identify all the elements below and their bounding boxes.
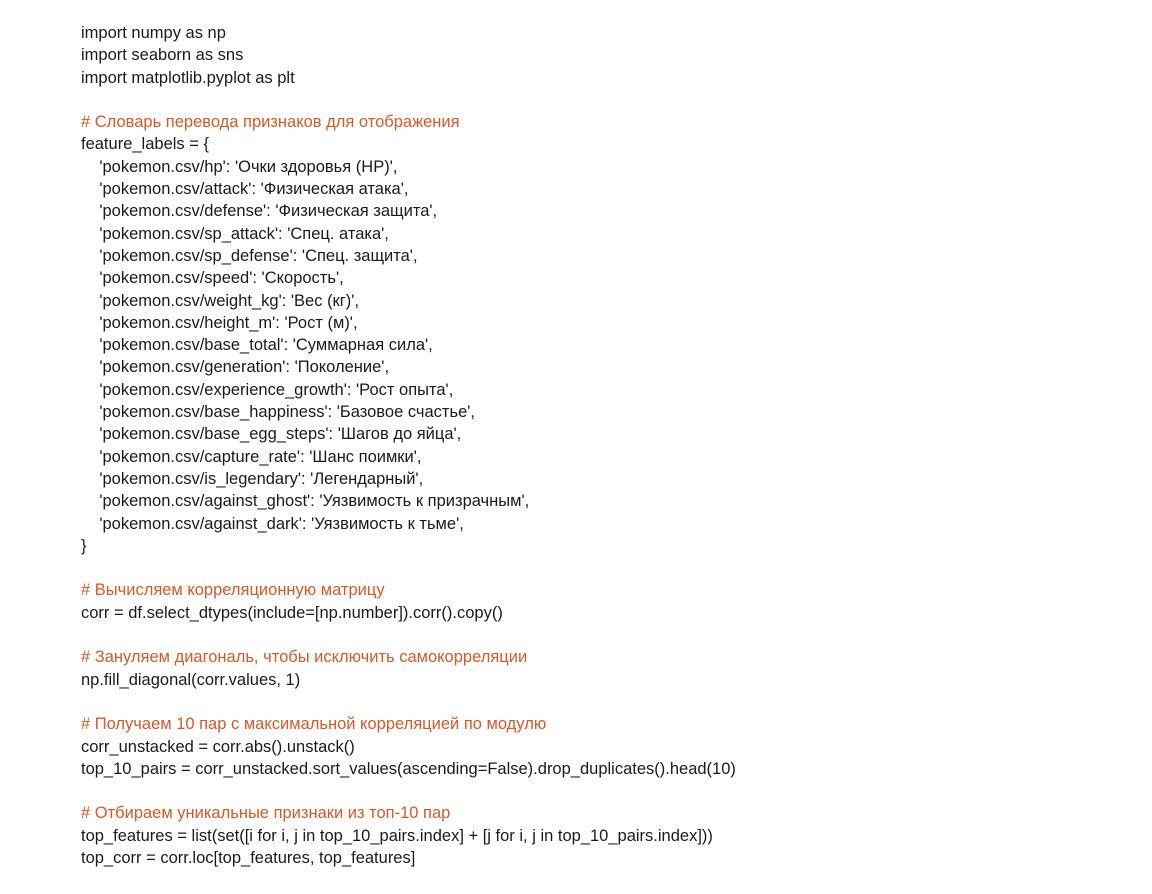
code-line: import matplotlib.pyplot as plt: [81, 68, 295, 87]
code-comment-line: # Вычисляем корреляционную матрицу: [81, 581, 385, 600]
code-line: 'pokemon.csv/generation': 'Поколение',: [81, 358, 390, 377]
code-line: feature_labels = {: [81, 135, 209, 154]
code-comment-line: # Получаем 10 пар с максимальной корреляцией по модулю: [81, 715, 547, 734]
code-comment-line: # Отбираем уникальные признаки из топ-10 пар: [81, 804, 451, 823]
code-line: 'pokemon.csv/is_legendary': 'Легендарный',: [81, 469, 424, 488]
code-line: 'pokemon.csv/sp_attack': 'Спец. атака',: [81, 224, 389, 243]
blank-line: [81, 780, 1141, 802]
code-line: 'pokemon.csv/capture_rate': 'Шанс поимки',: [81, 447, 422, 466]
code-line: top_10_pairs = corr_unstacked.sort_values(ascending=False).drop_duplicates().head(10): [81, 759, 736, 778]
code-line: 'pokemon.csv/experience_growth': 'Рост опыта',: [81, 380, 454, 399]
code-line: 'pokemon.csv/speed': 'Скорость',: [81, 269, 344, 288]
code-line: 'pokemon.csv/against_ghost': 'Уязвимость к призрачным',: [81, 492, 530, 511]
blank-line: [81, 624, 1141, 646]
blank-line: [81, 89, 1141, 111]
code-line: 'pokemon.csv/hp': 'Очки здоровья (HP)',: [81, 157, 398, 176]
blank-line: [81, 691, 1141, 713]
code-line: 'pokemon.csv/against_dark': 'Уязвимость к тьме',: [81, 514, 464, 533]
code-line: corr = df.select_dtypes(include=[np.number]).corr().copy(): [81, 603, 503, 622]
code-listing: [81, 22, 1141, 869]
code-line: np.fill_diagonal(corr.values, 1): [81, 670, 301, 689]
blank-line: [81, 557, 1141, 579]
code-comment-line: # Зануляем диагональ, чтобы исключить самокорреляции: [81, 648, 528, 667]
code-line: 'pokemon.csv/base_happiness': 'Базовое счастье',: [81, 403, 475, 422]
code-line: 'pokemon.csv/sp_defense': 'Спец. защита',: [81, 246, 418, 265]
code-comment-line: # Словарь перевода признаков для отображения: [81, 113, 460, 132]
code-line: 'pokemon.csv/weight_kg': 'Вес (кг)',: [81, 291, 360, 310]
code-line: }: [81, 536, 87, 555]
code-line: 'pokemon.csv/base_egg_steps': 'Шагов до яйца',: [81, 425, 462, 444]
code-line: top_features = list(set([i for i, j in top_10_pairs.index] + [j for i, j in top_10_pairs.index])): [81, 826, 713, 845]
code-line: 'pokemon.csv/attack': 'Физическая атака',: [81, 180, 409, 199]
code-line: top_corr = corr.loc[top_features, top_features]: [81, 848, 416, 867]
code-line: 'pokemon.csv/base_total': 'Суммарная сила',: [81, 336, 433, 355]
code-line: import seaborn as sns: [81, 46, 244, 65]
code-line: import numpy as np: [81, 24, 226, 42]
code-line: 'pokemon.csv/height_m': 'Рост (м)',: [81, 313, 358, 332]
code-line: 'pokemon.csv/defense': 'Физическая защита',: [81, 202, 438, 221]
code-line: corr_unstacked = corr.abs().unstack(): [81, 737, 355, 756]
